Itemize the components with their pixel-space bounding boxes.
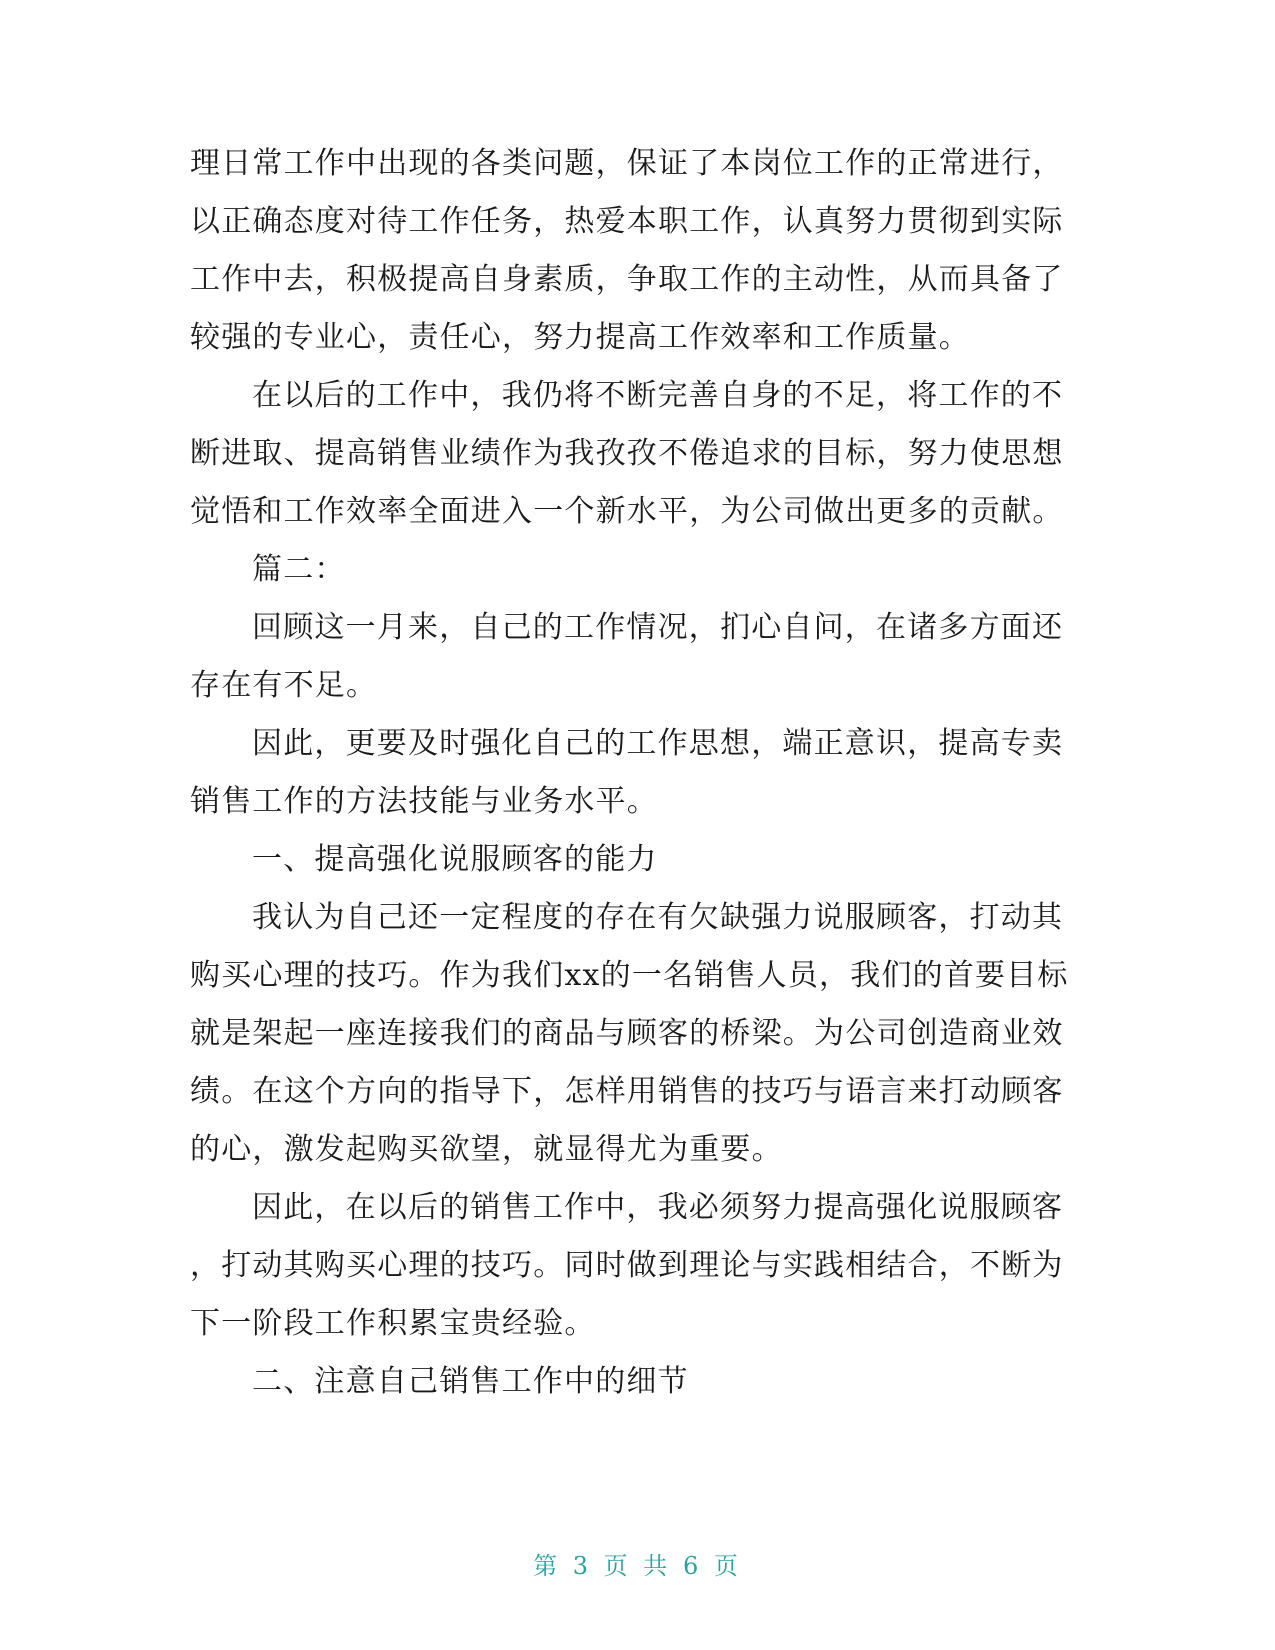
text-line: 销售工作的方法技能与业务水平。 <box>190 784 658 819</box>
text-line: 就是架起一座连接我们的商品与顾客的桥梁。为公司创造商业效 <box>190 1016 1064 1051</box>
text-line: 断进取、提高销售业绩作为我孜孜不倦追求的目标，努力使思想 <box>190 436 1064 471</box>
text-line: 以正确态度对待工作任务，热爱本职工作，认真努力贯彻到实际 <box>190 204 1064 239</box>
paragraph-start: 在以后的工作中，我仍将不断完善自身的不足，将工作的不 <box>252 378 1064 413</box>
text-line: 理日常工作中出现的各类问题，保证了本岗位工作的正常进行， <box>190 146 1064 181</box>
section-heading: 篇二： <box>252 552 346 587</box>
text-line: 存在有不足。 <box>190 668 378 703</box>
paragraph-start: 因此，更要及时强化自己的工作思想，端正意识，提高专卖 <box>252 726 1064 761</box>
text-line: 的心，激发起购买欲望，就显得尤为重要。 <box>190 1132 783 1167</box>
subheading: 一、提高强化说服顾客的能力 <box>252 842 658 877</box>
page-number-footer: 第 3 页 共 6 页 <box>533 1552 742 1580</box>
text-line: 工作中去，积极提高自身素质，争取工作的主动性，从而具备了 <box>190 262 1064 297</box>
text-line: 绩。在这个方向的指导下，怎样用销售的技巧与语言来打动顾客 <box>190 1074 1064 1109</box>
text-line: ，打动其购买心理的技巧。同时做到理论与实践相结合，不断为 <box>190 1248 1064 1283</box>
text-line: 下一阶段工作积累宝贵经验。 <box>190 1306 596 1341</box>
text-line: 觉悟和工作效率全面进入一个新水平，为公司做出更多的贡献。 <box>190 494 1064 529</box>
paragraph-start: 我认为自己还一定程度的存在有欠缺强力说服顾客，打动其 <box>252 900 1064 935</box>
paragraph-start: 因此，在以后的销售工作中，我必须努力提高强化说服顾客 <box>252 1190 1064 1225</box>
subheading: 二、注意自己销售工作中的细节 <box>252 1364 689 1399</box>
text-line: 购买心理的技巧。作为我们xx的一名销售人员，我们的首要目标 <box>190 958 1069 993</box>
paragraph-start: 回顾这一月来，自己的工作情况，扪心自问，在诸多方面还 <box>252 610 1064 645</box>
text-line: 较强的专业心，责任心，努力提高工作效率和工作质量。 <box>190 320 970 355</box>
